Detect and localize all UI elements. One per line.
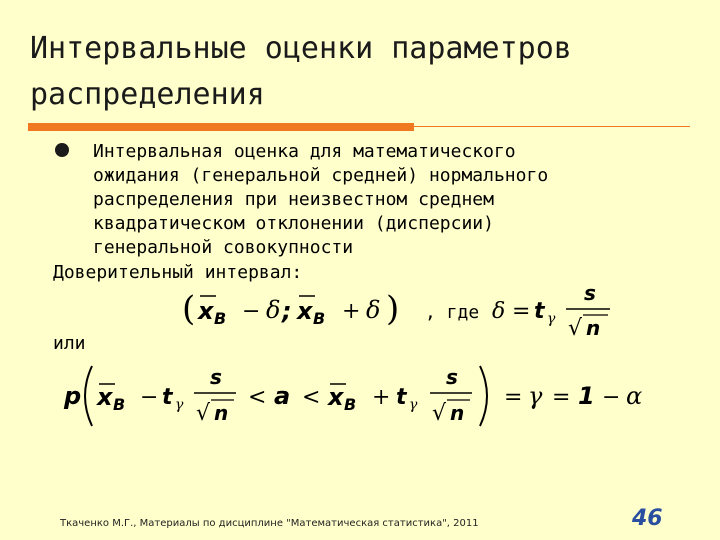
delta-symbol: δ [366, 296, 381, 324]
bullet-line: генеральной совокупности [93, 237, 354, 258]
s-numerator: s [446, 365, 458, 389]
delta-definition-formula [492, 278, 622, 342]
bullet-line: ожидания (генеральной средней) нормального [93, 165, 549, 186]
left-paren: ( [182, 289, 196, 329]
equals-sign: = [512, 299, 531, 324]
p-symbol: p [64, 382, 82, 410]
t-symbol: t [534, 299, 545, 324]
x-symbol: x [97, 383, 113, 411]
subscript-b: B [113, 395, 126, 414]
footer-citation: Ткаченко М.Г., Материалы по дисциплине "Математическая статистика", 2011 [60, 518, 479, 529]
equals-sign: = [504, 385, 523, 410]
minus-sign: − [602, 385, 621, 410]
n-symbol: n [214, 401, 229, 425]
title-line-2: распределения [30, 77, 265, 112]
minus-sign: − [242, 299, 261, 324]
bullet-icon [55, 143, 69, 157]
title-line-1: Интервальные оценки параметров [30, 31, 572, 66]
big-left-paren [85, 366, 92, 426]
sqrt-sign: √ [568, 316, 583, 341]
subscript-b: B [313, 309, 326, 328]
plus-sign: + [342, 299, 361, 324]
interval-formula [182, 288, 422, 332]
bullet-line: Интервальная оценка для математического [93, 141, 516, 162]
gamma-subscript: γ [409, 397, 418, 413]
right-paren: ) [386, 289, 400, 329]
t-symbol: t [162, 385, 173, 410]
semicolon: ; [282, 297, 292, 325]
less-sign: < [302, 385, 321, 410]
or-label: или [53, 333, 86, 354]
gamma-subscript: γ [175, 397, 184, 413]
alpha-symbol: α [626, 382, 643, 410]
plus-sign: + [372, 385, 391, 410]
where-label: , где [425, 302, 480, 323]
bullet-line: распределения при неизвестном среднем [93, 189, 494, 210]
x-symbol: x [297, 297, 313, 325]
subscript-b: B [344, 395, 357, 414]
s-numerator: s [584, 281, 596, 305]
gamma-subscript: γ [547, 311, 556, 327]
n-symbol: n [450, 401, 465, 425]
equals-sign: = [552, 385, 571, 410]
sqrt-sign: √ [196, 401, 211, 426]
gamma-symbol: γ [528, 382, 543, 410]
one-symbol: 1 [578, 382, 595, 410]
t-symbol: t [396, 385, 407, 410]
big-right-paren [480, 366, 487, 426]
slide-title [30, 26, 690, 118]
bullet-text [93, 140, 693, 260]
confidence-interval-label: Доверительный интервал: [53, 262, 303, 283]
probability-formula [64, 360, 664, 430]
title-underline-thin [414, 126, 690, 127]
subscript-b: B [214, 309, 227, 328]
delta-symbol: δ [492, 299, 506, 324]
page-number: 46 [632, 506, 663, 531]
delta-symbol: δ [266, 296, 281, 324]
bullet-line: квадратическом отклонении (дисперсии) [93, 213, 494, 234]
title-underline [28, 123, 414, 131]
x-symbol: x [198, 297, 214, 325]
sqrt-sign: √ [432, 401, 447, 426]
n-symbol: n [586, 316, 601, 340]
less-sign: < [248, 385, 267, 410]
s-numerator: s [210, 365, 222, 389]
minus-sign: − [140, 385, 159, 410]
a-symbol: a [274, 382, 291, 410]
x-symbol: x [328, 383, 344, 411]
